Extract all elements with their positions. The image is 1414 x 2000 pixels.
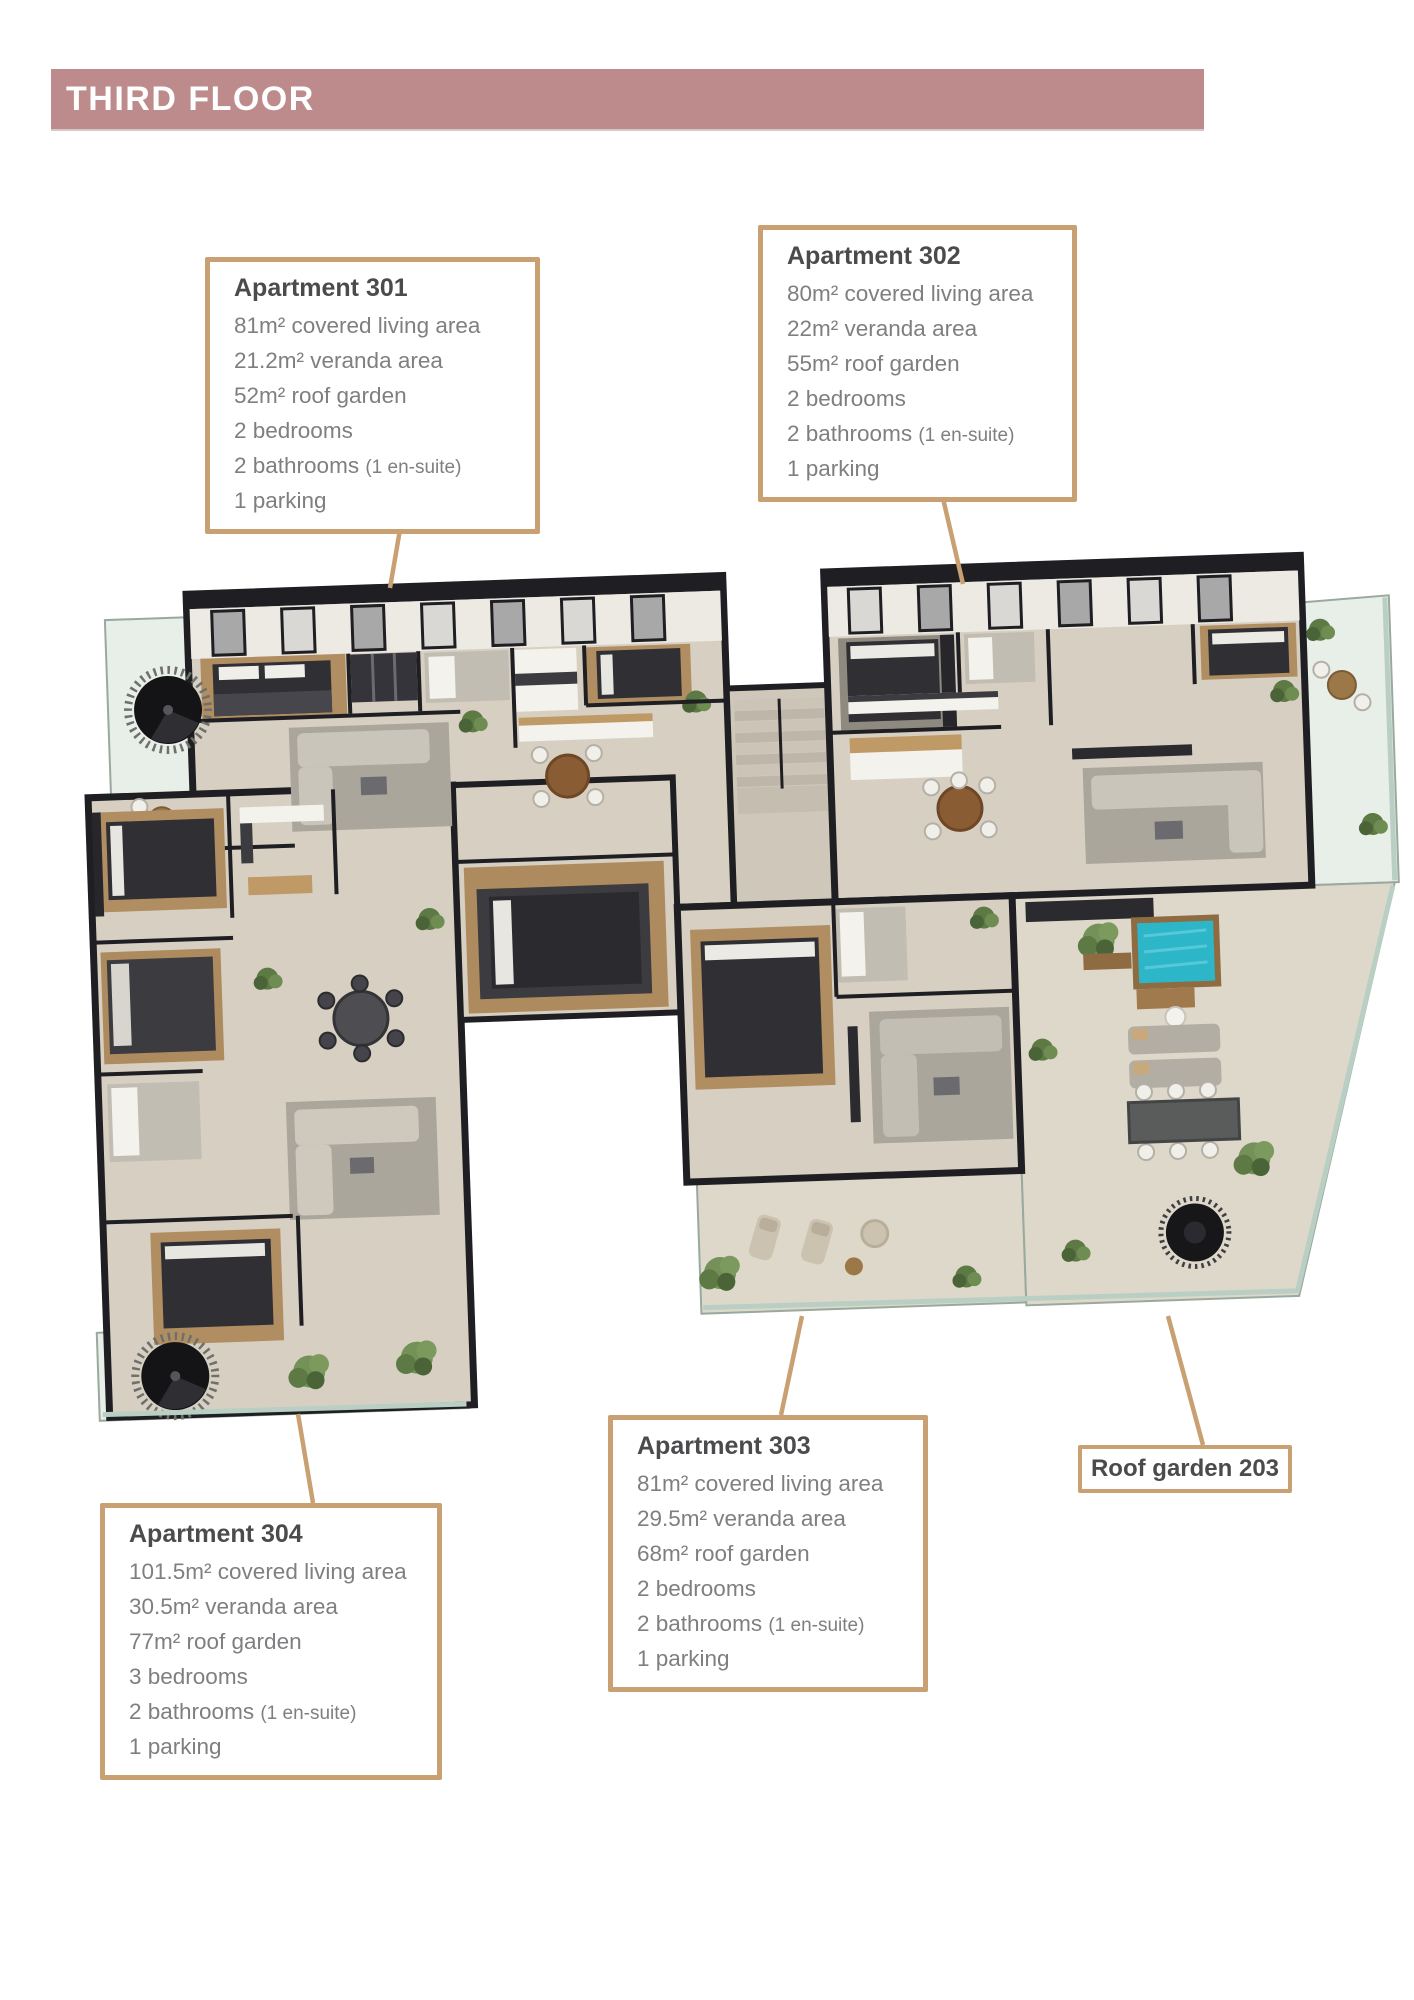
apartment-304-callout: [100, 1503, 442, 1780]
spec-text: 1 parking: [787, 456, 880, 481]
roof-garden-label: Roof garden 203: [1090, 1455, 1280, 1482]
spec-note: (1 en-suite): [260, 1703, 357, 1724]
page-title: THIRD FLOOR: [66, 79, 315, 118]
spec-text: 2 bedrooms: [637, 1576, 756, 1601]
spec-text: 2 bedrooms: [787, 386, 906, 411]
spec-line: [637, 1572, 901, 1607]
spec-text: 2 bathrooms: [637, 1611, 769, 1636]
spec-line: [787, 312, 1050, 347]
spec-line: [637, 1642, 901, 1677]
spec-text: 80m² covered living area: [787, 281, 1034, 306]
apartment-301-callout: [205, 257, 540, 534]
spec-line: [787, 452, 1050, 487]
spec-text: 2 bathrooms: [234, 453, 366, 478]
spec-line: [637, 1467, 901, 1502]
spec-text: 1 parking: [637, 1646, 730, 1671]
spec-line: [234, 414, 513, 449]
spec-line: [787, 277, 1050, 312]
spec-line: [129, 1590, 415, 1625]
leader-line-304: [298, 1414, 313, 1503]
spec-text: 81m² covered living area: [637, 1471, 884, 1496]
spec-text: 77m² roof garden: [129, 1629, 302, 1654]
callout-title: Apartment 303: [637, 1432, 811, 1460]
spec-text: 29.5m² veranda area: [637, 1506, 846, 1531]
spec-line: [234, 309, 513, 344]
spec-note: (1 en-suite): [918, 425, 1015, 446]
spec-line: [129, 1695, 415, 1730]
spec-text: 2 bedrooms: [234, 418, 353, 443]
umbrella-icon: [1165, 1007, 1186, 1028]
spec-line: [129, 1555, 415, 1590]
spec-line: [637, 1537, 901, 1572]
callout-title: Apartment 304: [129, 1520, 303, 1548]
spec-line: [787, 382, 1050, 417]
spec-text: 68m² roof garden: [637, 1541, 810, 1566]
spec-text: 81m² covered living area: [234, 313, 481, 338]
apartment-303-callout: [608, 1415, 928, 1692]
spec-text: 3 bedrooms: [129, 1664, 248, 1689]
spec-line: [129, 1625, 415, 1660]
spec-line: [129, 1730, 415, 1765]
spec-text: 55m² roof garden: [787, 351, 960, 376]
spec-note: (1 en-suite): [365, 457, 462, 478]
spec-text: 30.5m² veranda area: [129, 1594, 338, 1619]
callout-title: Apartment 302: [787, 242, 961, 270]
spec-text: 1 parking: [234, 488, 327, 513]
spec-line: [234, 344, 513, 379]
spec-line: [787, 417, 1050, 452]
spec-line: [637, 1607, 901, 1642]
stair-core: [734, 697, 828, 814]
leader-line-roof-garden: [1168, 1316, 1203, 1445]
leader-line-303: [781, 1316, 802, 1415]
spec-text: 52m² roof garden: [234, 383, 407, 408]
roof-garden-callout: [1078, 1445, 1292, 1493]
spec-line: [637, 1502, 901, 1537]
spec-line: [234, 449, 513, 484]
spec-line: [234, 484, 513, 519]
spec-line: [234, 379, 513, 414]
spec-text: 1 parking: [129, 1734, 222, 1759]
spec-text: 101.5m² covered living area: [129, 1559, 407, 1584]
spec-text: 2 bathrooms: [787, 421, 919, 446]
callout-title: Apartment 301: [234, 274, 408, 302]
spec-note: (1 en-suite): [768, 1615, 865, 1636]
spec-line: [787, 347, 1050, 382]
apartment-302-callout: [758, 225, 1077, 502]
center-bedroom: [456, 854, 681, 1014]
spec-line: [129, 1660, 415, 1695]
spec-text: 2 bathrooms: [129, 1699, 261, 1724]
spec-text: 21.2m² veranda area: [234, 348, 443, 373]
spec-text: 22m² veranda area: [787, 316, 978, 341]
